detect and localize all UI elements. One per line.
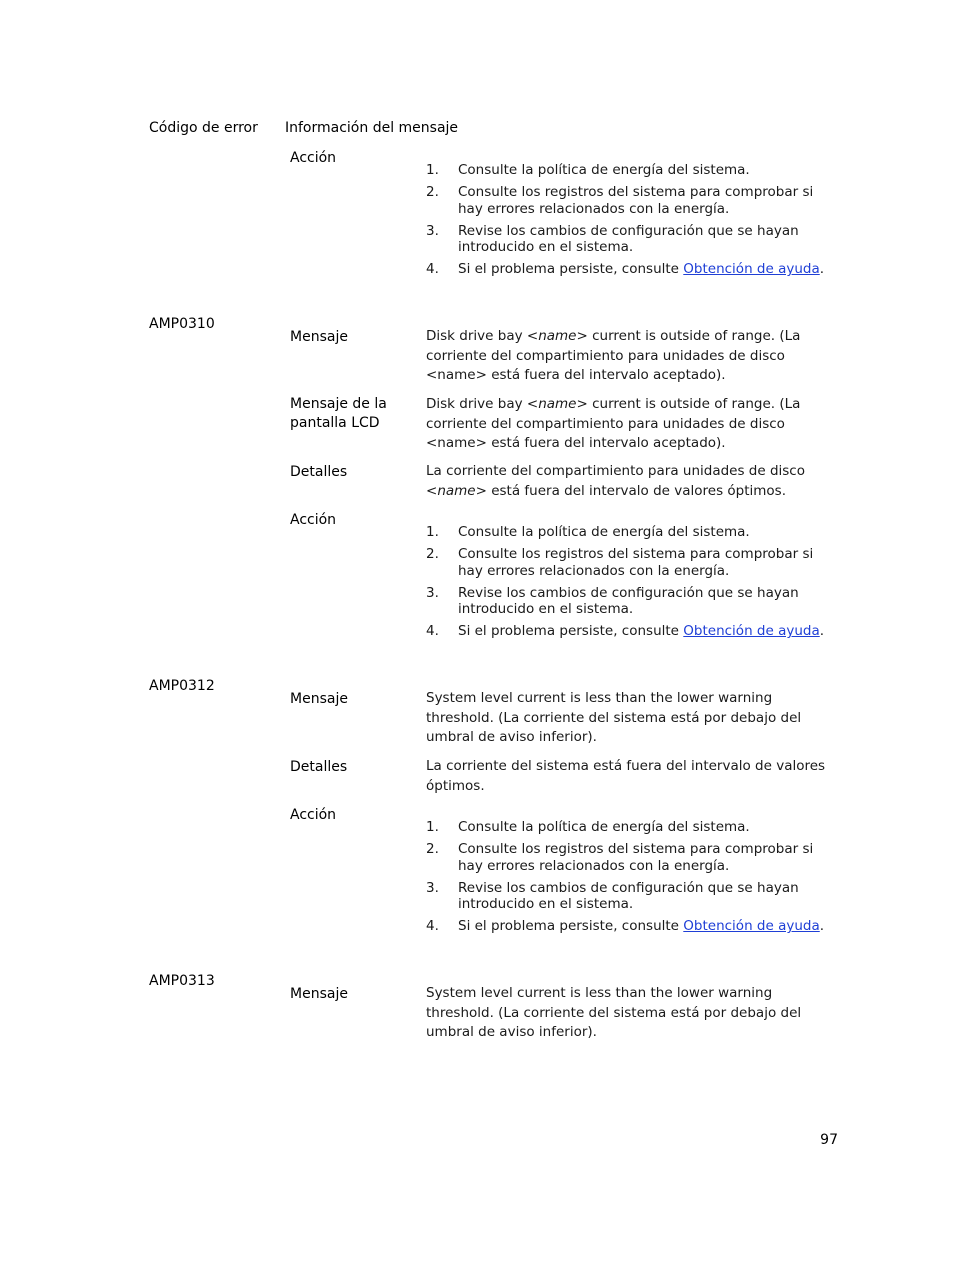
list-item: 1. Consulte la política de energía del sistema. <box>426 524 750 540</box>
label-action: Acción <box>290 807 337 823</box>
details-text: La corriente del compartimiento para unidades de disco <name> está fuera del intervalo de valores óptimos. <box>426 463 805 499</box>
error-code-amp0310: AMP0310 <box>149 316 215 332</box>
list-item: 3. Revise los cambios de configuración que se hayan introducido en el sistema. <box>426 222 799 255</box>
label-message: Mensaje <box>290 691 348 707</box>
list-item: 4. Si el problema persiste, consulte Obtención de ayuda. <box>426 623 825 639</box>
list-item: 4. Si el problema persiste, consulte Obtención de ayuda. <box>426 261 825 277</box>
list-item: 4. Si el problema persiste, consulte Obtención de ayuda. <box>426 918 825 934</box>
list-item: 3. Revise los cambios de configuración que se hayan introducido en el sistema. <box>426 879 799 912</box>
label-details: Detalles <box>290 759 348 775</box>
help-link[interactable]: Obtención de ayuda <box>683 261 820 277</box>
label-lcd-message: Mensaje de la pantalla LCD <box>290 396 387 431</box>
list-item: 3. Revise los cambios de configuración que se hayan introducido en el sistema. <box>426 584 799 617</box>
error-code-amp0313: AMP0313 <box>149 973 215 989</box>
details-text: La corriente del sistema está fuera del intervalo de valores óptimos. <box>426 758 826 794</box>
label-message: Mensaje <box>290 986 348 1002</box>
action-list <box>426 524 836 645</box>
label-action: Acción <box>290 150 337 166</box>
column-header-error-code: Código de error <box>149 120 258 136</box>
message-text: Disk drive bay <name> current is outside of range. (La corriente del compartimiento para unidades de disco <name> está fuera del intervalo aceptado). <box>426 328 801 383</box>
label-details: Detalles <box>290 464 348 480</box>
list-item: 2. Consulte los registros del sistema para comprobar si hay errores relacionados con la energía. <box>426 841 814 874</box>
error-code-amp0312: AMP0312 <box>149 678 215 694</box>
action-list <box>426 819 836 940</box>
list-item: 1. Consulte la política de energía del sistema. <box>426 162 750 178</box>
help-link[interactable]: Obtención de ayuda <box>683 623 820 639</box>
label-action: Acción <box>290 512 337 528</box>
help-link[interactable]: Obtención de ayuda <box>683 918 820 934</box>
message-text: System level current is less than the lower warning threshold. (La corriente del sistema está por debajo del umbral de aviso inferior). <box>426 690 802 745</box>
action-list <box>426 162 836 283</box>
list-item: 2. Consulte los registros del sistema para comprobar si hay errores relacionados con la energía. <box>426 546 814 579</box>
column-header-message-info: Información del mensaje <box>285 120 459 136</box>
page-number: 97 <box>820 1132 838 1148</box>
list-item: 2. Consulte los registros del sistema para comprobar si hay errores relacionados con la energía. <box>426 184 814 217</box>
lcd-message-text: Disk drive bay <name> current is outside of range. (La corriente del compartimiento para unidades de disco <name> está fuera del intervalo aceptado). <box>426 396 801 451</box>
label-message: Mensaje <box>290 329 348 345</box>
list-item: 1. Consulte la política de energía del sistema. <box>426 819 750 835</box>
message-text: System level current is less than the lower warning threshold. (La corriente del sistema está por debajo del umbral de aviso inferior). <box>426 985 802 1040</box>
